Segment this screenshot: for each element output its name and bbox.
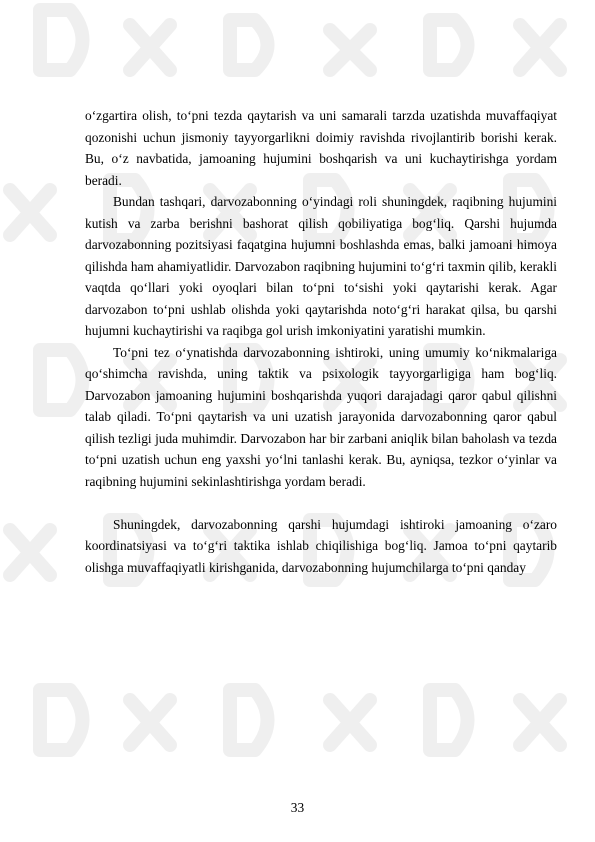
paragraph-2: Bundan tashqari, darvozabonning o‘yindagi roli shuningdek, raqibning hujumini kutish va zarba berishni bashorat qilish qobiliyatiga bog‘liq. Qarshi hujumda darvozabonning pozitsiyasi faqatgina hujumni boshlashda emas, balki jamoani himoya qilishda ham ahamiyatlidir. Darvozabon raqibning hujumini to‘g‘ri taxmin qilib, kerakli vaqtda qo‘llari yoki oyoqlari bilan to‘pni to‘sishi yoki qaytarishi kerak. Agar darvozabon to‘pni ushlab olishda yoki qaytarishda noto‘g‘ri harakat qilsa, bu qarshi hujumni kuchaytirishi va raqibga gol urish imkoniyatini yaratishi mumkin. (85, 194, 557, 338)
paragraph-3: To‘pni tez o‘ynatishda darvozabonning ishtiroki, uning umumiy ko‘nikmalariga qo‘shimcha ravishda, uning taktik va psixologik tayyorgarligiga ham bog‘liq. Darvozabon jamoaning hujumini boshqarishda yuqori darajadagi qaror qabul qilishni talab qiladi. To‘pni qaytarish va uni uzatish jarayonida darvozabonning qaror qabul qilish tezligi juda muhimdir. Darvozabon har bir zarbani aniqlik bilan baholash va tezda to‘pni uzatish uchun eng yaxshi yo‘lni tanlashi kerak. Bu, ayniqsa, tezkor o‘yinlar va raqibning hujumini sekinlashtirishga yordam beradi. (85, 344, 557, 489)
paragraph-4: Shuningdek, darvozabonning qarshi hujumdagi ishtiroki jamoaning o‘zaro koordinatsiyasi va to‘g‘ri taktika ishlab chiqilishiga bog‘liq. Jamoa to‘pni qaytarib olishga muvaffaqiyatli kirishganida, darvozabonning hujumchilarga to‘pni qanday (85, 516, 557, 575)
page-number: 33 (290, 800, 305, 815)
document-body (85, 105, 557, 578)
paragraph-1: o‘zgartira olish, to‘pni tezda qaytarish va uni samarali tarzda uzatishda muvaffaqiyat qozonishi uchun jismoniy tayyorgarlikni doimiy ravishda rivojlantirib borishi kerak. Bu, o‘z navbatida, jamoaning hujumini boshqarish va uni kuchaytirishga yordam beradi. (85, 108, 557, 188)
